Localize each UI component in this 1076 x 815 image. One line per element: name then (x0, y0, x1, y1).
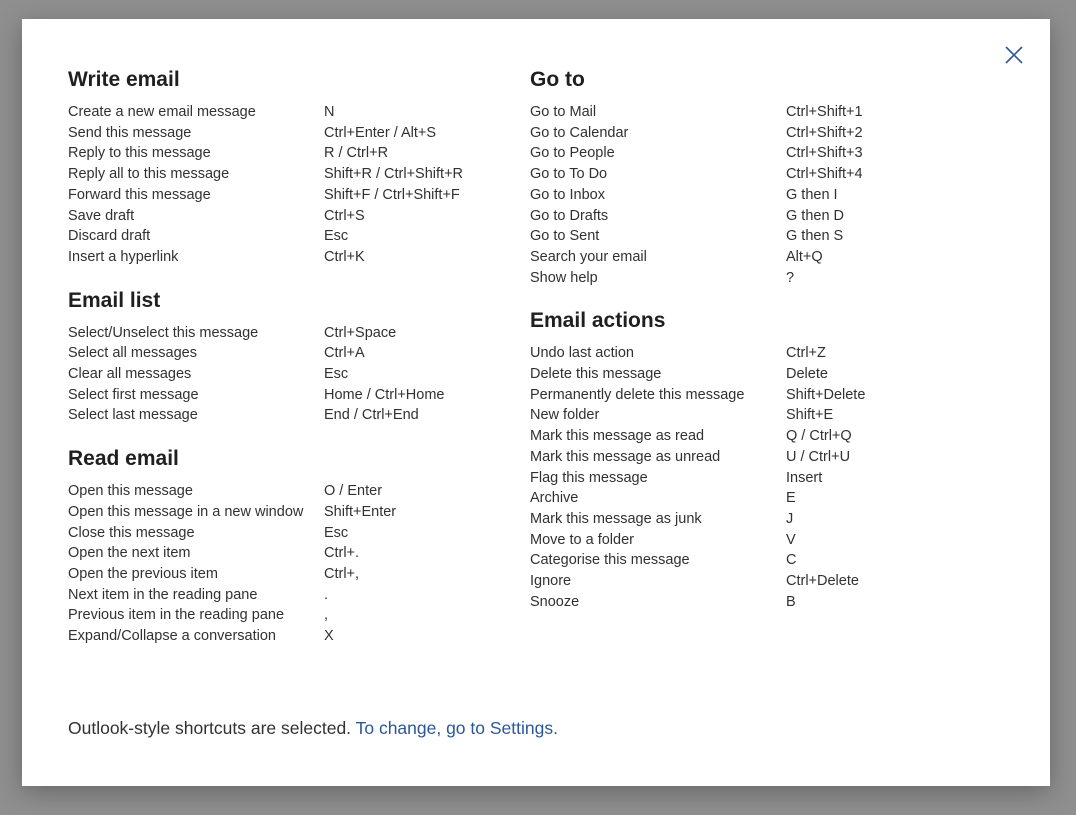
shortcut-keys: Q / Ctrl+Q (786, 428, 852, 445)
section-write-email (68, 66, 508, 268)
shortcut-row (530, 530, 1010, 551)
shortcut-keys: Ctrl+Enter / Alt+S (324, 124, 437, 141)
shortcut-row (530, 143, 1010, 164)
shortcut-keys: . (324, 586, 329, 603)
right-column (530, 66, 1010, 631)
shortcut-row (530, 185, 1010, 206)
shortcut-keys: C (786, 552, 797, 569)
shortcut-label: Insert a hyperlink (68, 248, 179, 265)
shortcut-keys: U / Ctrl+U (786, 448, 851, 465)
shortcut-label: Mark this message as unread (530, 448, 721, 465)
shortcut-row (530, 405, 1010, 426)
shortcut-label: Mark this message as junk (530, 510, 702, 527)
shortcut-row (68, 185, 508, 206)
section-email-list (68, 287, 508, 427)
section-go-to (530, 66, 1010, 288)
shortcut-row (68, 164, 508, 185)
shortcut-label: Delete this message (530, 366, 662, 383)
shortcut-keys: N (324, 104, 335, 120)
shortcut-label: Archive (530, 490, 579, 507)
shortcut-label: Go to People (530, 145, 615, 162)
shortcut-keys: Home / Ctrl+Home (324, 386, 445, 403)
shortcut-row (68, 605, 508, 626)
shortcut-keys: Esc (324, 366, 349, 383)
shortcut-row (68, 123, 508, 144)
shortcut-label: Reply to this message (68, 145, 211, 162)
section-title: Email list (68, 288, 161, 312)
shortcut-label: Ignore (530, 573, 572, 590)
shortcut-label: Open the previous item (68, 565, 218, 582)
shortcut-keys: Shift+Delete (786, 386, 866, 403)
left-column (68, 66, 508, 666)
shortcut-keys: G then S (786, 228, 844, 245)
shortcut-row (530, 268, 1010, 289)
shortcut-keys: Shift+E (786, 407, 834, 424)
shortcut-label: Save draft (68, 207, 135, 224)
shortcut-row (68, 523, 508, 544)
shortcut-row (530, 385, 1010, 406)
shortcut-row (68, 405, 508, 426)
shortcuts-dialog (22, 19, 1050, 786)
shortcut-keys: Alt+Q (786, 248, 823, 265)
shortcut-keys: Shift+F / Ctrl+Shift+F (324, 186, 460, 203)
shortcut-row (530, 550, 1010, 571)
shortcut-row (530, 247, 1010, 268)
shortcut-row (530, 343, 1010, 364)
shortcut-row (530, 509, 1010, 530)
shortcut-label: Next item in the reading pane (68, 586, 258, 603)
shortcut-keys: End / Ctrl+End (324, 407, 419, 424)
shortcut-row (68, 626, 508, 647)
shortcut-label: Forward this message (68, 186, 211, 203)
section-title: Email actions (530, 309, 666, 333)
close-button[interactable] (1002, 43, 1026, 67)
shortcut-row (530, 102, 1010, 123)
shortcut-row (530, 426, 1010, 447)
shortcut-keys: ? (786, 269, 795, 286)
shortcut-row (68, 564, 508, 585)
shortcut-row (530, 468, 1010, 489)
shortcut-label: Categorise this message (530, 552, 690, 569)
shortcut-keys: Insert (786, 469, 823, 486)
shortcut-label: Show help (530, 269, 598, 286)
shortcut-label: Create a new email message (68, 104, 256, 120)
shortcut-keys: Ctrl+K (324, 248, 365, 265)
shortcut-label: Go to Calendar (530, 124, 629, 141)
shortcut-label: Go to Inbox (530, 186, 605, 203)
section-email-actions (530, 307, 1010, 612)
shortcut-row (530, 206, 1010, 227)
shortcut-keys: V (786, 531, 796, 548)
shortcut-keys: Ctrl+Shift+4 (786, 166, 863, 183)
shortcut-row (530, 447, 1010, 468)
shortcut-keys: R / Ctrl+R (324, 145, 389, 162)
shortcut-label: Mark this message as read (530, 428, 705, 445)
shortcut-keys: Delete (786, 366, 828, 383)
shortcut-label: Discard draft (68, 228, 151, 245)
shortcut-label: Select last message (68, 407, 198, 424)
shortcut-label: Expand/Collapse a conversation (68, 628, 276, 645)
shortcut-keys: G then D (786, 207, 845, 224)
shortcut-row (530, 123, 1010, 144)
shortcut-label: Clear all messages (68, 366, 192, 383)
shortcut-row (68, 343, 508, 364)
shortcut-label: Permanently delete this message (530, 386, 745, 403)
section-read-email (68, 445, 508, 647)
section-title: Go to (530, 68, 585, 91)
shortcut-keys: Ctrl+Shift+3 (786, 145, 863, 162)
shortcut-label: Go to Mail (530, 104, 597, 120)
shortcut-row (68, 206, 508, 227)
shortcut-keys: J (786, 510, 794, 527)
shortcut-keys: Ctrl+Z (786, 345, 826, 362)
shortcut-label: Reply all to this message (68, 166, 230, 183)
shortcut-label: Select/Unselect this message (68, 324, 259, 341)
shortcut-label: Move to a folder (530, 531, 634, 548)
settings-link[interactable]: To change, go to Settings. (355, 718, 558, 738)
shortcut-label: Select first message (68, 386, 199, 403)
shortcut-label: Previous item in the reading pane (68, 607, 285, 624)
shortcut-keys: O / Enter (324, 483, 383, 500)
shortcut-label: Go to To Do (530, 166, 608, 183)
close-icon (1005, 46, 1023, 64)
shortcut-keys: , (324, 607, 329, 624)
shortcut-keys: Ctrl+S (324, 207, 365, 224)
shortcut-row (68, 385, 508, 406)
shortcut-keys: Esc (324, 524, 349, 541)
shortcut-keys: E (786, 490, 796, 507)
shortcut-label: Go to Sent (530, 228, 600, 245)
footer-text: Outlook-style shortcuts are selected. (68, 718, 356, 738)
shortcut-row (68, 102, 508, 123)
shortcut-keys: Esc (324, 228, 349, 245)
shortcut-keys: Ctrl+Space (324, 324, 397, 341)
shortcut-row (68, 247, 508, 268)
shortcut-keys: Shift+Enter (324, 503, 397, 520)
shortcut-label: Snooze (530, 593, 580, 610)
shortcut-keys: Ctrl+Delete (786, 573, 859, 590)
shortcut-keys: B (786, 593, 796, 610)
shortcut-label: Select all messages (68, 345, 197, 362)
shortcut-keys: Ctrl+A (324, 345, 365, 362)
shortcut-keys: Ctrl+. (324, 545, 360, 562)
shortcut-keys: G then I (786, 186, 838, 203)
footer (68, 716, 558, 740)
section-title: Read email (68, 447, 179, 471)
shortcut-row (68, 502, 508, 523)
shortcut-row (68, 143, 508, 164)
shortcut-label: Flag this message (530, 469, 648, 486)
shortcut-label: Open this message (68, 483, 193, 500)
shortcut-label: Undo last action (530, 345, 634, 362)
shortcut-keys: Ctrl+Shift+1 (786, 104, 863, 120)
shortcut-label: Open this message in a new window (68, 503, 304, 520)
shortcut-label: New folder (530, 407, 600, 424)
shortcut-keys: Ctrl+, (324, 565, 360, 582)
shortcut-row (68, 481, 508, 502)
shortcut-row (530, 364, 1010, 385)
shortcut-label: Go to Drafts (530, 207, 609, 224)
shortcut-row (530, 488, 1010, 509)
shortcut-row (68, 543, 508, 564)
shortcut-label: Open the next item (68, 545, 191, 562)
shortcut-keys: Ctrl+Shift+2 (786, 124, 863, 141)
shortcut-label: Close this message (68, 524, 195, 541)
shortcut-row (530, 226, 1010, 247)
shortcut-row (68, 323, 508, 344)
shortcut-keys: Shift+R / Ctrl+Shift+R (324, 166, 464, 183)
shortcut-label: Send this message (68, 124, 192, 141)
section-title: Write email (68, 68, 180, 91)
shortcut-row (530, 164, 1010, 185)
shortcut-row (68, 226, 508, 247)
shortcut-row (530, 592, 1010, 613)
shortcut-keys: X (324, 628, 334, 645)
shortcut-row (68, 585, 508, 606)
shortcut-row (68, 364, 508, 385)
shortcut-row (530, 571, 1010, 592)
shortcut-label: Search your email (530, 248, 647, 265)
